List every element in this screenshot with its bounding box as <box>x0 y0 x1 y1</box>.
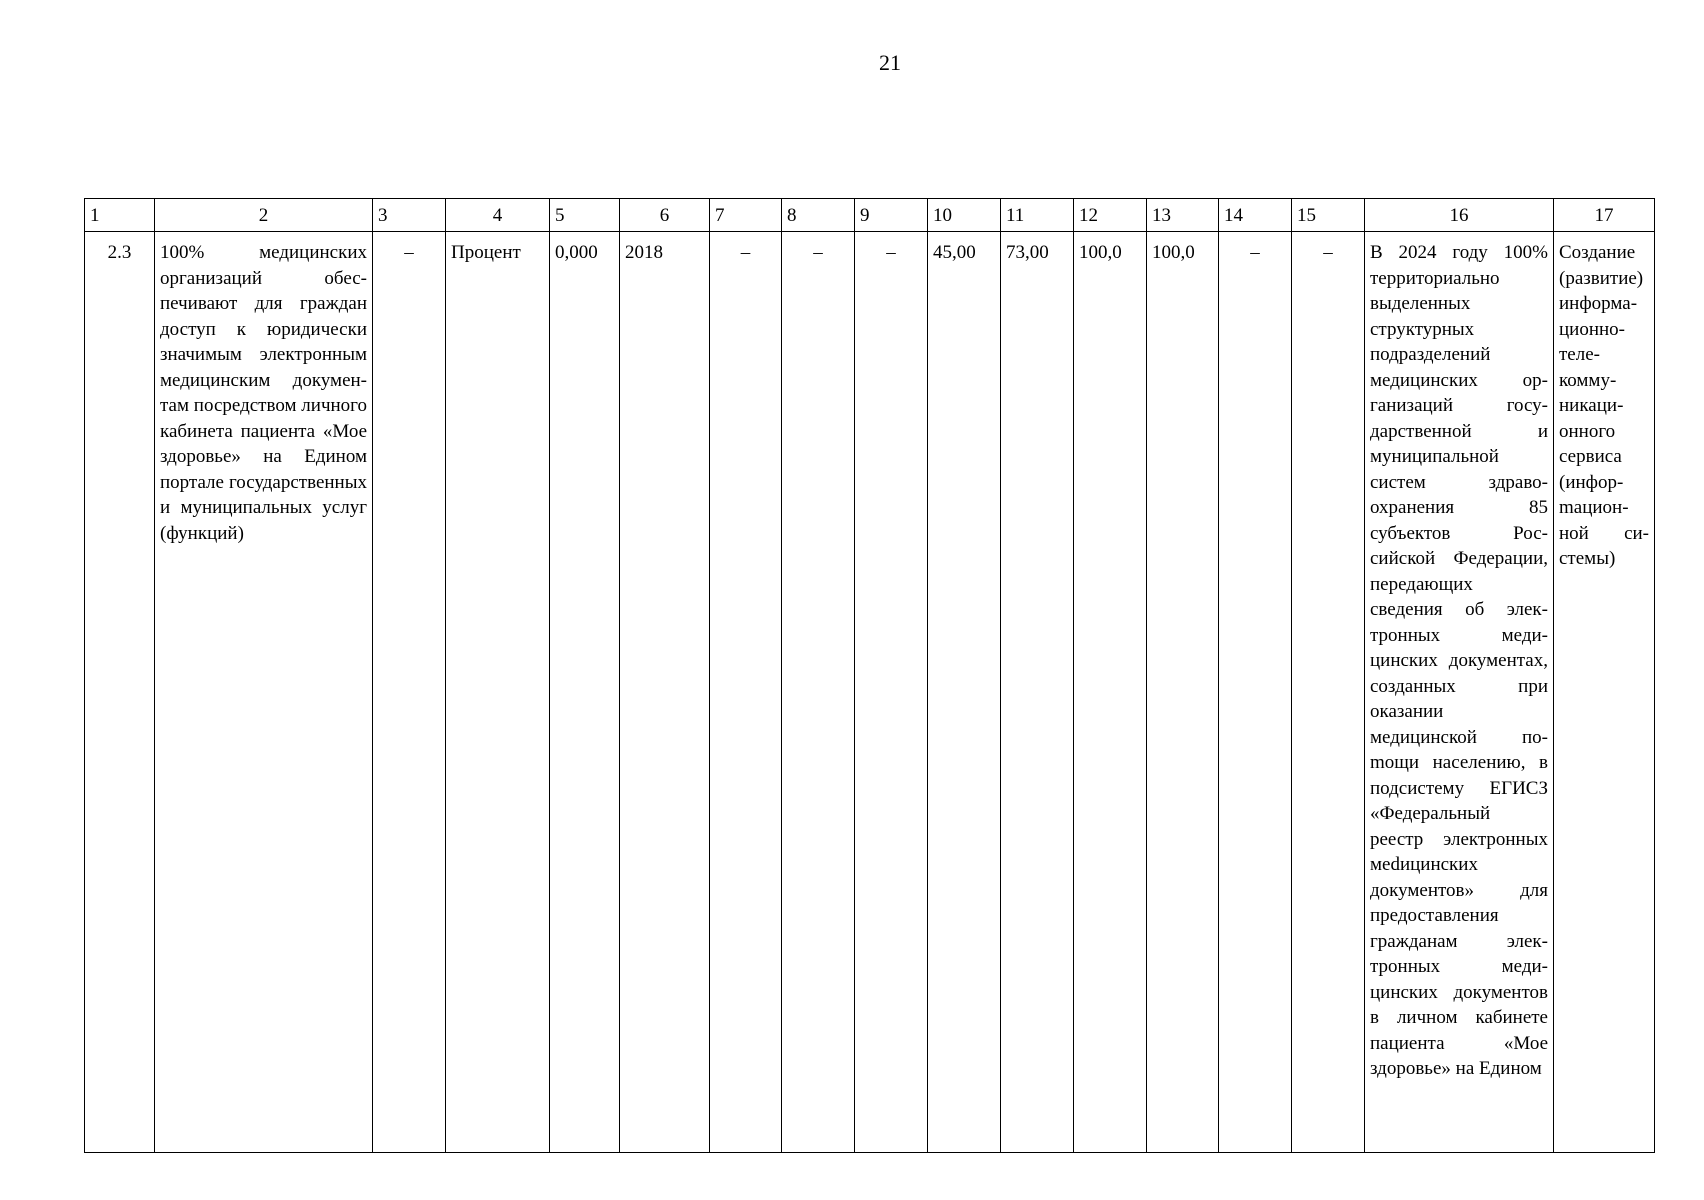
cell-col-7: – <box>710 232 782 1153</box>
column-header-17: 17 <box>1554 199 1655 232</box>
header-row <box>85 199 1655 232</box>
column-header-14: 14 <box>1219 199 1292 232</box>
column-header-6: 6 <box>620 199 710 232</box>
row-number-cell: 2.3 <box>85 232 155 1153</box>
column-header-2: 2 <box>155 199 373 232</box>
column-header-7: 7 <box>710 199 782 232</box>
unit-cell: Процент <box>446 232 550 1153</box>
cell-col-14: – <box>1219 232 1292 1153</box>
base-value-cell: 0,000 <box>550 232 620 1153</box>
cell-col-15: – <box>1292 232 1365 1153</box>
base-year-cell: 2018 <box>620 232 710 1153</box>
indicator-table <box>84 198 1655 1153</box>
cell-col-11: 73,00 <box>1001 232 1074 1153</box>
cell-col-3: – <box>373 232 446 1153</box>
result-description-cell: В 2024 году 100% территориально выделенных структурных подразделений медицинских организаций государственной и муниципальной систем здравоохранения 85 субъектов Российской Федерации, передающих сведения об электронных медицинских документах, созданных при оказании медицинской поmощи населению, в подсистему ЕГИСЗ «Федеральный реестр электронных меdицинских документов» для предоставления гражданам электронных медицинских документов в личном кабинете пациента «Мое здоровье» на Едином <box>1365 232 1554 1153</box>
cell-col-12: 100,0 <box>1074 232 1147 1153</box>
cell-col-10: 45,00 <box>928 232 1001 1153</box>
column-header-3: 3 <box>373 199 446 232</box>
column-header-5: 5 <box>550 199 620 232</box>
page-number: 21 <box>879 50 901 75</box>
table-row <box>85 232 1655 1153</box>
column-header-10: 10 <box>928 199 1001 232</box>
cell-col-8: – <box>782 232 855 1153</box>
column-header-9: 9 <box>855 199 928 232</box>
indicator-name-cell: 100% медицинских организаций обеспечивают для граждан доступ к юридически значимым электронным медицинским документам посредством личного кабинета пациента «Мое здоровье» на Едином портале государственных и муниципальных услуг (функций) <box>155 232 373 1153</box>
column-header-11: 11 <box>1001 199 1074 232</box>
column-header-8: 8 <box>782 199 855 232</box>
column-header-12: 12 <box>1074 199 1147 232</box>
column-header-1: 1 <box>85 199 155 232</box>
column-header-15: 15 <box>1292 199 1365 232</box>
column-header-13: 13 <box>1147 199 1219 232</box>
column-header-4: 4 <box>446 199 550 232</box>
activity-type-cell: Создание (развитие) информационно-телекоммуникационного сервиса (инфорmационной системы) <box>1554 232 1655 1153</box>
cell-col-13: 100,0 <box>1147 232 1219 1153</box>
column-header-16: 16 <box>1365 199 1554 232</box>
cell-col-9: – <box>855 232 928 1153</box>
